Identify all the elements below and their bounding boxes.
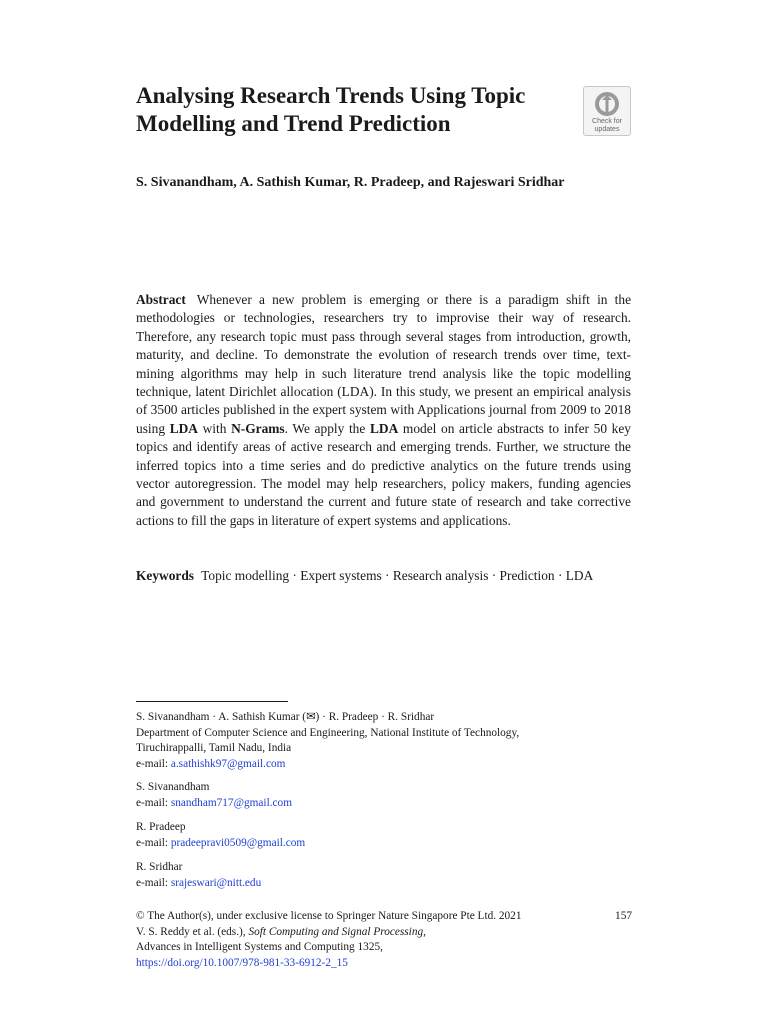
affiliation-dept: Department of Computer Science and Engineering, National Institute of Technology,: [136, 726, 520, 739]
contact-name: S. Sivanandham: [136, 781, 210, 793]
keywords-text: Topic modelling · Expert systems · Research analysis · Prediction · LDA: [201, 568, 594, 583]
check-for-updates-badge[interactable]: [583, 86, 631, 136]
email-label: e-mail:: [136, 757, 168, 770]
abstract-lda-2: LDA: [369, 420, 399, 436]
paper-title: [136, 82, 576, 138]
page-number: 157: [615, 910, 632, 922]
abstract-text-2: with: [202, 420, 227, 436]
abstract-lda-1: LDA: [169, 420, 198, 436]
title-line-1: Analysing Research Trends Using Topic: [136, 83, 526, 108]
series-line: Advances in Intelligent Systems and Computing 1325,: [136, 941, 383, 953]
abstract: [136, 291, 631, 530]
title-line-2: Modelling and Trend Prediction: [136, 111, 451, 136]
contact-block: [136, 780, 636, 811]
footnote-rule: [136, 701, 288, 702]
email-label: e-mail:: [136, 836, 168, 849]
email-link[interactable]: pradeepravi0509@gmail.com: [170, 836, 306, 849]
contact-name: R. Pradeep: [136, 821, 186, 833]
keywords: [136, 567, 631, 585]
abstract-ngrams: N-Grams: [231, 420, 285, 436]
abstract-text-3: . We apply the: [284, 420, 366, 436]
citation-suffix: ,: [423, 925, 426, 938]
email-link[interactable]: a.sathishk97@gmail.com: [170, 757, 286, 770]
copyright-line: © The Author(s), under exclusive license to Springer Nature Singapore Pte Ltd. 2021: [136, 910, 522, 922]
email-link[interactable]: srajeswari@nitt.edu: [170, 876, 262, 889]
citation-prefix: V. S. Reddy et al. (eds.),: [136, 925, 246, 938]
affiliation-block: [136, 710, 636, 772]
email-label: e-mail:: [136, 796, 168, 809]
badge-label-2: updates: [594, 126, 620, 133]
book-title: Soft Computing and Signal Processing: [248, 925, 424, 938]
affiliation-names: S. Sivanandham · A. Sathish Kumar (✉) · R. Pradeep · R. Sridhar: [136, 711, 435, 723]
check-for-updates-icon: [594, 91, 620, 117]
affiliation-place: Tiruchirappalli, Tamil Nadu, India: [136, 742, 292, 754]
abstract-label: Abstract: [136, 292, 186, 307]
email-label: e-mail:: [136, 876, 168, 889]
email-link[interactable]: snandham717@gmail.com: [170, 796, 292, 809]
doi-link[interactable]: https://doi.org/10.1007/978-981-33-6912-2_15: [136, 956, 348, 969]
abstract-text-4: model on article abstracts to infer 50 key topics and identify areas of active research and emerging trends. Further, we structure the inferred topics into a time series and do predictive analytics on the future trends using vector autoregression. The model may help researchers, policy makers, funding agencies and government to understand the current and future state of research and take corrective actions to fill the gaps in literature of expert systems and applications.: [136, 420, 631, 528]
contact-block: [136, 820, 636, 851]
abstract-text-1: Whenever a new problem is emerging or there is a paradigm shift in the methodologies or technologies, researchers try to improvise their way of research. Therefore, any research topic must pass through several stages from introduction, growth, maturity, and decline. To demonstrate the evolution of research trends over time, text-mining algorithms may help in such literature trend analysis like the topic modelling technique, latent Dirichlet allocation (LDA). In this study, we present an empirical analysis of 3500 articles published in the expert system with Applications journal from 2009 to 2018 using: [136, 292, 632, 436]
contact-block: [136, 860, 636, 891]
contact-name: R. Sridhar: [136, 861, 183, 873]
keywords-label: Keywords: [136, 568, 195, 583]
copyright-block: [136, 909, 636, 971]
badge-label-1: Check for: [592, 118, 622, 125]
author-list: S. Sivanandham, A. Sathish Kumar, R. Pradeep, and Rajeswari Sridhar: [136, 175, 565, 190]
